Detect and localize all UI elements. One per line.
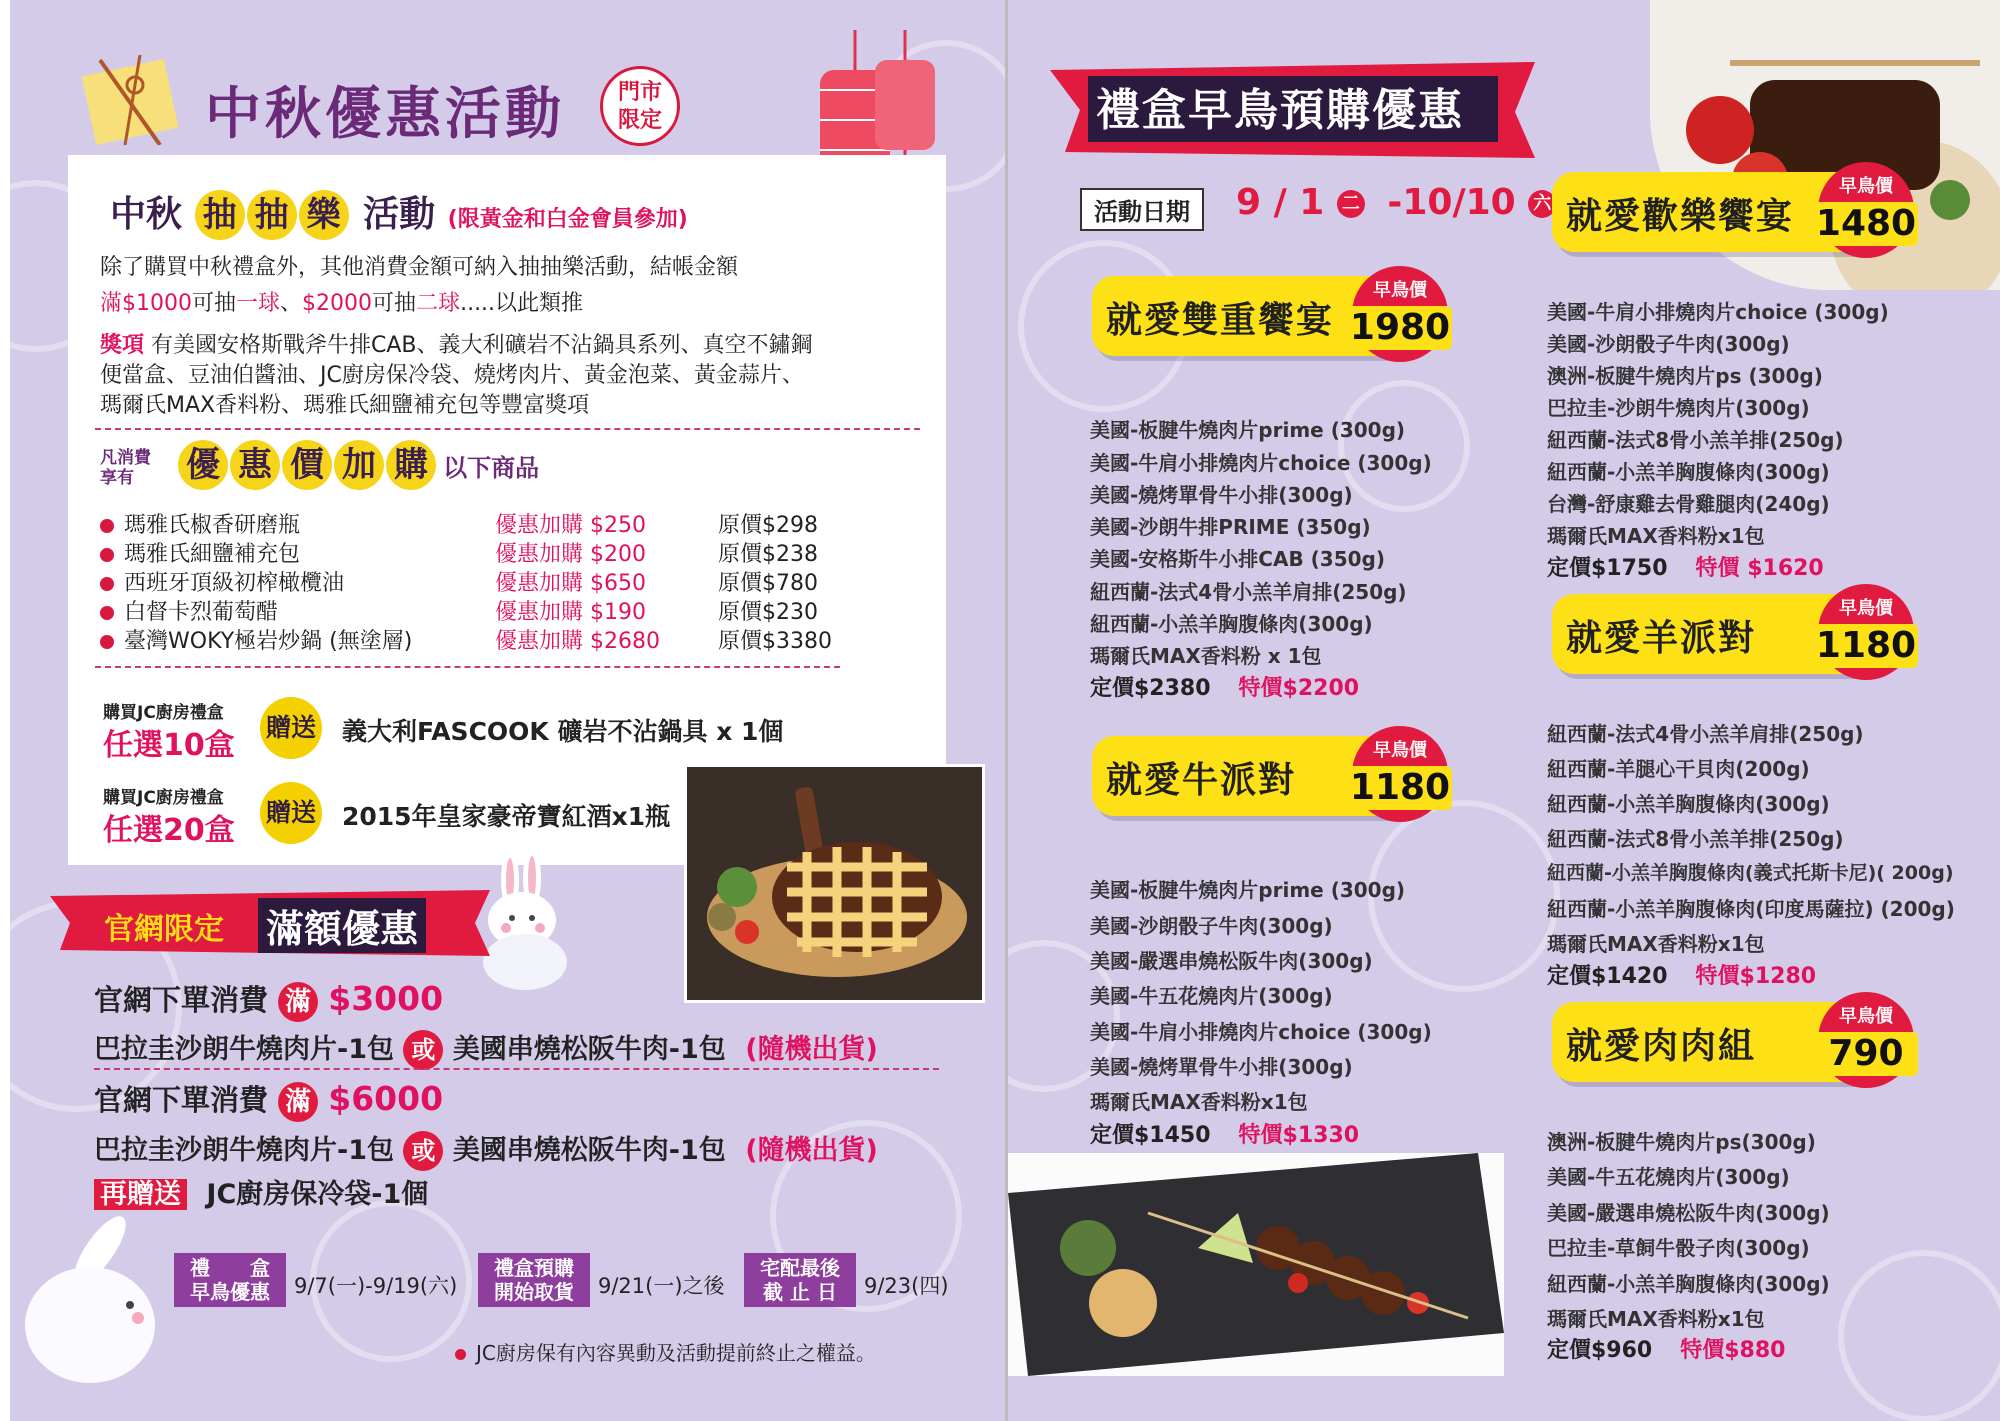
set-title: 就愛歡樂饗宴 — [1566, 196, 1795, 237]
addon-item: 瑪雅氏椒香研磨瓶 — [100, 508, 300, 539]
set-item: 紐西蘭-小羔羊胸腹條肉(300g) — [1547, 1272, 1830, 1296]
divider — [95, 428, 920, 430]
set-item: 紐西蘭-法式8骨小羔羊排(250g) — [1547, 827, 1844, 851]
date-tag: 禮 盒 早鳥優惠 — [174, 1253, 286, 1307]
set-item: 瑪爾氏MAX香料粉 x 1包 — [1090, 644, 1322, 668]
set-item: 美國-燒烤單骨牛小排(300g) — [1090, 483, 1353, 507]
set-item: 美國-燒烤單骨牛小排(300g) — [1090, 1055, 1353, 1079]
addon-offer: 優惠加購 $2680 — [495, 629, 660, 654]
set-item: 瑪爾氏MAX香料粉x1包 — [1547, 524, 1765, 548]
divider — [94, 1068, 939, 1070]
web-line-4: 巴拉圭沙朗牛燒肉片-1包 或 美國串燒松阪牛肉-1包 (隨機出貨) — [94, 1128, 878, 1171]
addon-item: 臺灣WOKY極岩炒鍋 (無塗層) — [100, 624, 412, 655]
gift1-small: 購買JC廚房禮盒 — [103, 703, 224, 723]
addon-offer: 優惠加購 $190 — [495, 600, 646, 625]
addon-offer: 優惠加購 $200 — [495, 542, 646, 567]
addon-orig: 原價$298 — [718, 513, 818, 538]
web-line-1: 官網下單消費 滿 $3000 — [94, 978, 443, 1022]
set-item: 紐西蘭-羊腿心干貝肉(200g) — [1547, 757, 1810, 781]
gift2-badge: 贈送 — [260, 782, 322, 844]
steak-photo — [684, 764, 985, 1003]
set-item: 紐西蘭-小羔羊胸腹條肉(300g) — [1547, 792, 1830, 816]
date-tag: 宅配最後 截 止 日 — [744, 1253, 856, 1307]
divider — [95, 666, 840, 668]
lottery-heading: 中秋 抽 抽 樂 活動 (限黃金和白金會員參加) — [110, 186, 688, 240]
set-item: 紐西蘭-小羔羊胸腹條肉(300g) — [1547, 460, 1830, 484]
set-title: 就愛羊派對 — [1566, 618, 1757, 659]
gift-box-icon — [80, 55, 180, 145]
addon-offer: 優惠加購 $250 — [495, 513, 646, 538]
set-price: 定價$1450 特價$1330 — [1090, 1123, 1360, 1148]
addon-prefix: 凡消費 享有 — [100, 448, 151, 488]
set-item: 巴拉圭-草飼牛骰子肉(300g) — [1547, 1236, 1810, 1260]
addon-item: 西班牙頂級初榨橄欖油 — [100, 566, 344, 597]
set-item: 美國-板腱牛燒肉片prime (300g) — [1090, 418, 1406, 442]
set-item: 美國-牛肩小排燒肉片choice (300g) — [1090, 1020, 1432, 1044]
set-item: 紐西蘭-小羔羊胸腹條肉(印度馬薩拉) (200g) — [1547, 897, 1955, 921]
prize-line-2: 便當盒、豆油伯醬油、JC廚房保冷袋、燒烤肉片、黃金泡菜、黃金蒜片、 — [100, 363, 804, 388]
date-value: 9/21(一)之後 — [598, 1274, 725, 1298]
set-item: 美國-沙朗骰子牛肉(300g) — [1090, 914, 1333, 938]
set-title: 就愛雙重饗宴 — [1106, 300, 1335, 341]
date-range: 9 / 1 二 -10/10 六 — [1236, 182, 1556, 223]
earlybird-badge: 早鳥價 1180 — [1818, 584, 1914, 680]
earlybird-badge: 早鳥價 1180 — [1352, 726, 1448, 822]
set-item: 瑪爾氏MAX香料粉x1包 — [1547, 932, 1765, 956]
earlybird-badge: 早鳥價 1980 — [1352, 266, 1448, 362]
set-item: 美國-沙朗牛排PRIME (350g) — [1090, 515, 1371, 539]
lottery-desc-1: 除了購買中秋禮盒外，其他消費金額可納入抽抽樂活動，結帳金額 — [100, 255, 739, 280]
web-line-2: 巴拉圭沙朗牛燒肉片-1包 或 美國串燒松阪牛肉-1包 (隨機出貨) — [94, 1027, 878, 1070]
set-price: 定價$1420 特價$1280 — [1547, 964, 1817, 989]
addon-orig: 原價$3380 — [718, 629, 832, 654]
prize-line-3: 瑪爾氏MAX香料粉、瑪雅氏細鹽補充包等豐富獎項 — [100, 393, 590, 418]
set-price: 定價$1750 特價 $1620 — [1547, 556, 1824, 581]
set-item: 紐西蘭-法式4骨小羔羊肩排(250g) — [1090, 580, 1407, 604]
set-item: 美國-牛五花燒肉片(300g) — [1547, 1165, 1790, 1189]
set-item: 美國-牛五花燒肉片(300g) — [1090, 984, 1333, 1008]
gift1-big: 任選10盒 — [103, 728, 235, 763]
set-item: 美國-嚴選串燒松阪牛肉(300g) — [1547, 1201, 1830, 1225]
addon-offer: 優惠加購 $650 — [495, 571, 646, 596]
addon-item: 白督卡烈葡萄醋 — [100, 595, 278, 626]
set-item: 美國-嚴選串燒松阪牛肉(300g) — [1090, 949, 1373, 973]
rabbit-icon — [20, 1210, 180, 1390]
date-value: 9/7(一)-9/19(六) — [294, 1274, 458, 1298]
set-price: 定價$2380 特價$2200 — [1090, 676, 1360, 701]
web-tag-b: 滿額優惠 — [258, 898, 426, 953]
set-item: 美國-沙朗骰子牛肉(300g) — [1547, 332, 1790, 356]
web-tag-a: 官網限定 — [104, 912, 224, 947]
gift2-big: 任選20盒 — [103, 813, 235, 848]
disclaimer: JC廚房保有內容異動及活動提前終止之權益。 — [455, 1337, 876, 1366]
set-item: 澳洲-板腱牛燒肉片ps(300g) — [1547, 1130, 1816, 1154]
set-item: 美國-牛肩小排燒肉片choice (300g) — [1090, 451, 1432, 475]
gift2-text: 2015年皇家豪帝寶紅酒x1瓶 — [342, 802, 671, 831]
set-item: 台灣-舒康雞去骨雞腿肉(240g) — [1547, 492, 1830, 516]
left-title: 中秋優惠活動 — [205, 82, 565, 147]
gift1-text: 義大利FASCOOK 礦岩不沾鍋具 x 1個 — [342, 717, 784, 746]
addon-heading: 優 惠 價 加 購 以下商品 — [178, 440, 539, 490]
set-item: 紐西蘭-小羔羊胸腹條肉(300g) — [1090, 612, 1373, 636]
addon-orig: 原價$780 — [718, 571, 818, 596]
web-line-5: 再贈送 JC廚房保冷袋-1個 — [94, 1172, 428, 1211]
set-title: 就愛牛派對 — [1106, 760, 1297, 801]
prize-line-1: 獎項 有美國安格斯戰斧牛排CAB、義大利礦岩不沾鍋具系列、真空不鏽鋼 — [100, 333, 813, 358]
set-item: 紐西蘭-法式4骨小羔羊肩排(250g) — [1547, 722, 1864, 746]
set-item: 美國-板腱牛燒肉片prime (300g) — [1090, 878, 1406, 902]
set-item: 澳洲-板腱牛燒肉片ps (300g) — [1547, 364, 1823, 388]
set-item: 美國-牛肩小排燒肉片choice (300g) — [1547, 300, 1889, 324]
gift2-small: 購買JC廚房禮盒 — [103, 788, 224, 808]
lottery-desc-2: 滿$1000可抽一球、$2000可抽二球.....以此類推 — [100, 291, 584, 316]
date-tag: 禮盒預購 開始取貨 — [478, 1253, 590, 1307]
earlybird-badge: 早鳥價 1480 — [1818, 162, 1914, 258]
addon-item: 瑪雅氏細鹽補充包 — [100, 537, 300, 568]
set-item: 巴拉圭-沙朗牛燒肉片(300g) — [1547, 396, 1810, 420]
store-only-badge: 門市 限定 — [600, 66, 680, 146]
set-title: 就愛肉肉組 — [1566, 1026, 1757, 1067]
gift1-badge: 贈送 — [260, 697, 322, 759]
set-item: 美國-安格斯牛小排CAB (350g) — [1090, 547, 1386, 571]
date-value: 9/23(四) — [864, 1274, 949, 1298]
web-line-3: 官網下單消費 滿 $6000 — [94, 1078, 443, 1122]
addon-orig: 原價$230 — [718, 600, 818, 625]
date-label: 活動日期 — [1080, 188, 1204, 231]
skewer-photo — [1008, 1153, 1504, 1376]
set-item: 紐西蘭-法式8骨小羔羊排(250g) — [1547, 428, 1844, 452]
set-price: 定價$960 特價$880 — [1547, 1338, 1786, 1363]
addon-orig: 原價$238 — [718, 542, 818, 567]
earlybird-badge: 早鳥價 790 — [1818, 992, 1914, 1088]
set-item: 紐西蘭-小羔羊胸腹條肉(義式托斯卡尼)( 200g) — [1547, 862, 1954, 884]
right-title: 禮盒早鳥預購優惠 — [1096, 85, 1464, 136]
set-item: 瑪爾氏MAX香料粉x1包 — [1547, 1307, 1765, 1331]
set-item: 瑪爾氏MAX香料粉x1包 — [1090, 1090, 1308, 1114]
